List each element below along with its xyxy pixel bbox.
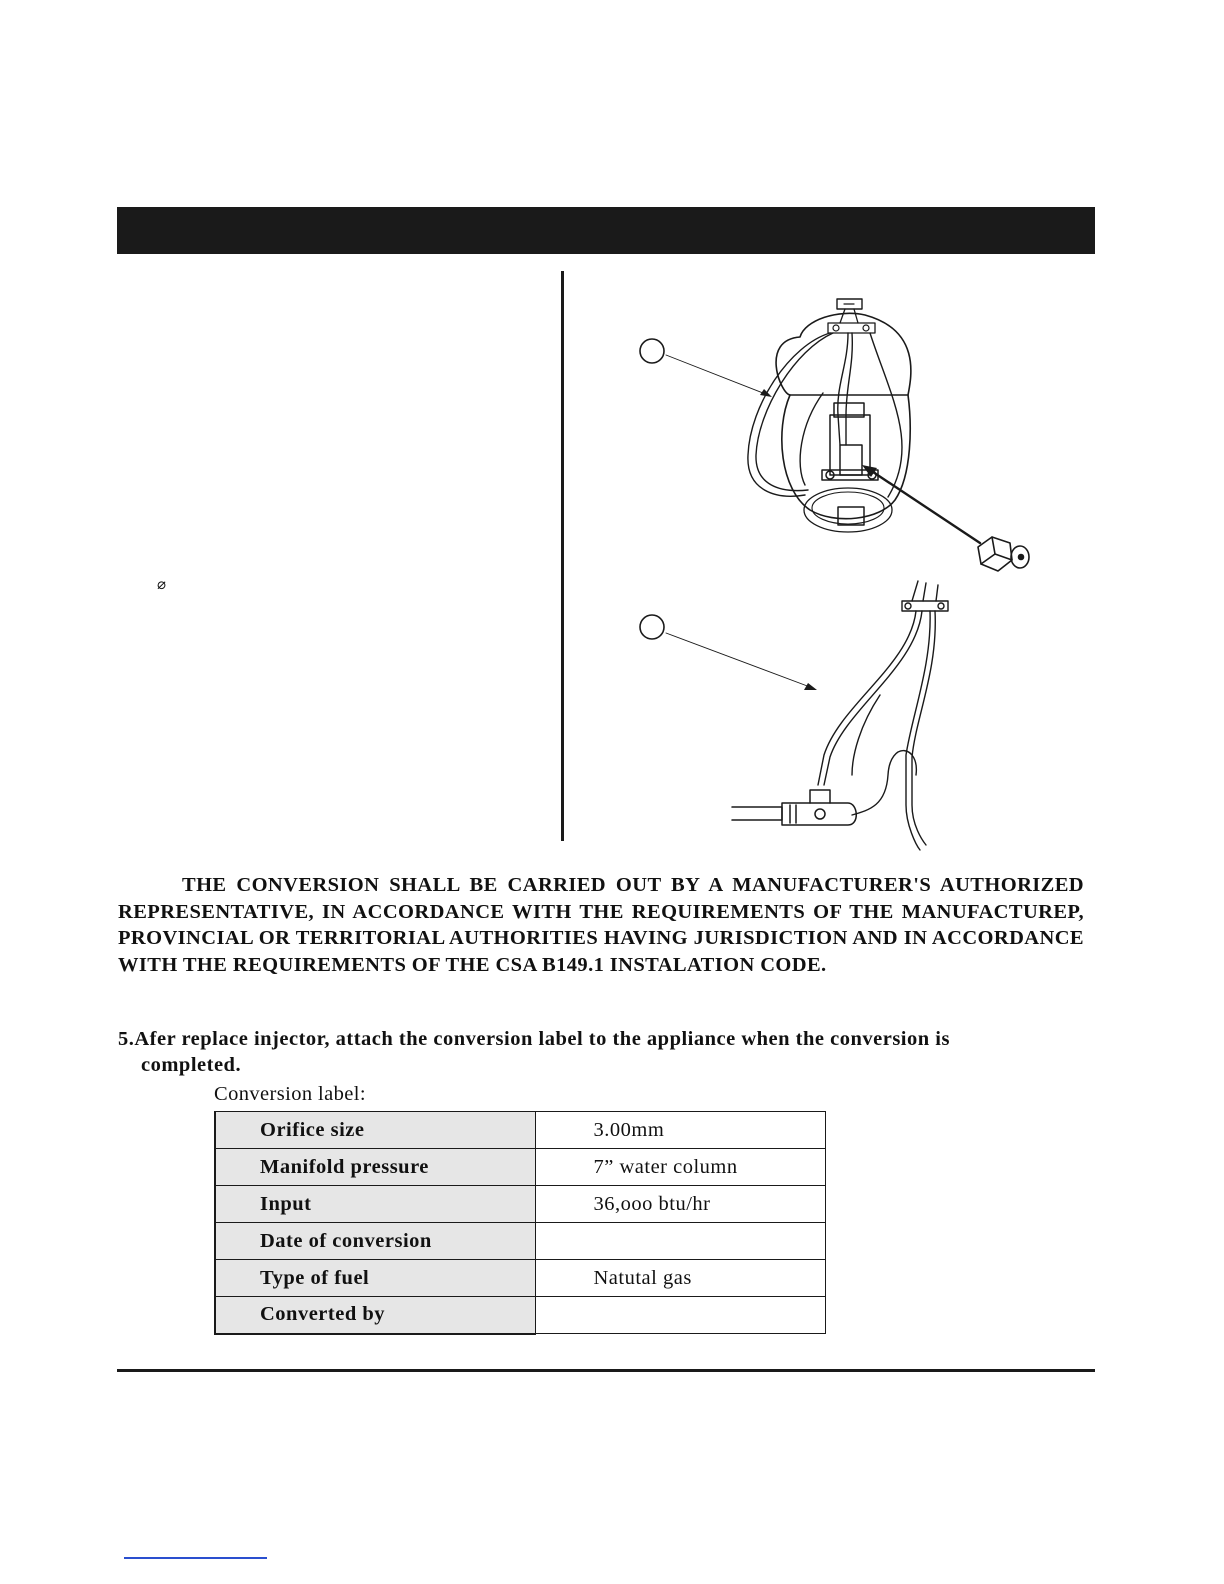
- row-value-converted-by: [535, 1297, 826, 1334]
- table-row: [215, 1223, 826, 1260]
- table-row: [215, 1186, 826, 1223]
- step-5: [118, 1026, 1078, 1078]
- burner-bowl: [776, 313, 911, 532]
- callout-circle-bottom: [640, 615, 664, 639]
- step-5-line-1: 5.Afer replace injector, attach the conversion label to the appliance when the conversion is: [118, 1028, 950, 1050]
- row-value-manifold-pressure: 7” water column: [535, 1149, 826, 1186]
- row-label-manifold-pressure: Manifold pressure: [215, 1149, 535, 1186]
- conversion-label-table: [214, 1111, 826, 1335]
- injector-pointer-arrow: [862, 465, 980, 543]
- pilot-tubes-upper: [748, 333, 902, 497]
- conversion-notice: [118, 872, 1084, 978]
- footer-link-underline[interactable]: [124, 1557, 267, 1559]
- table-row: [215, 1112, 826, 1149]
- bottom-rule: [117, 1369, 1095, 1372]
- row-value-type-of-fuel: Natutal gas: [535, 1260, 826, 1297]
- pilot-bracket-lower: [902, 581, 948, 611]
- table-row: [215, 1149, 826, 1186]
- burner-assembly-diagram: [590, 285, 1090, 870]
- burner-tube-lower: [732, 790, 856, 825]
- section-header-bar: [117, 207, 1095, 254]
- pilot-tubes-lower: [818, 611, 935, 850]
- callout-arrow-top: [666, 355, 772, 397]
- row-value-date-of-conversion: [535, 1223, 826, 1260]
- diameter-symbol: ⌀: [157, 575, 167, 593]
- table-row: [215, 1297, 826, 1334]
- callout-arrow-bottom: [666, 633, 817, 690]
- row-label-date-of-conversion: Date of conversion: [215, 1223, 535, 1260]
- conversion-label-caption: Conversion label:: [214, 1083, 366, 1105]
- injector-part-icon: [978, 537, 1029, 571]
- row-value-orifice-size: 3.00mm: [535, 1112, 826, 1149]
- row-label-converted-by: Converted by: [215, 1297, 535, 1334]
- column-divider: [561, 271, 564, 841]
- row-label-input: Input: [215, 1186, 535, 1223]
- step-5-line-2: completed.: [141, 1054, 242, 1076]
- callout-circle-top: [640, 339, 664, 363]
- row-label-orifice-size: Orifice size: [215, 1112, 535, 1149]
- row-label-type-of-fuel: Type of fuel: [215, 1260, 535, 1297]
- conversion-notice-text: THE CONVERSION SHALL BE CARRIED OUT BY A MANUFACTURER'S AUTHORIZED REPRESENTATIVE, IN ACCORDANCE WITH THE REQUIREMENTS OF THE MANUFACTUREP, PROVINCIAL OR TERRITORIAL AUTHORITIES HAVING JURISDICTION AND IN ACCORDANCE WITH THE REQUIREMENTS OF THE CSA B149.1 INSTALATION CODE.: [118, 874, 1084, 976]
- burner-body: [822, 403, 878, 525]
- table-row: [215, 1260, 826, 1297]
- row-value-input: 36,ooo btu/hr: [535, 1186, 826, 1223]
